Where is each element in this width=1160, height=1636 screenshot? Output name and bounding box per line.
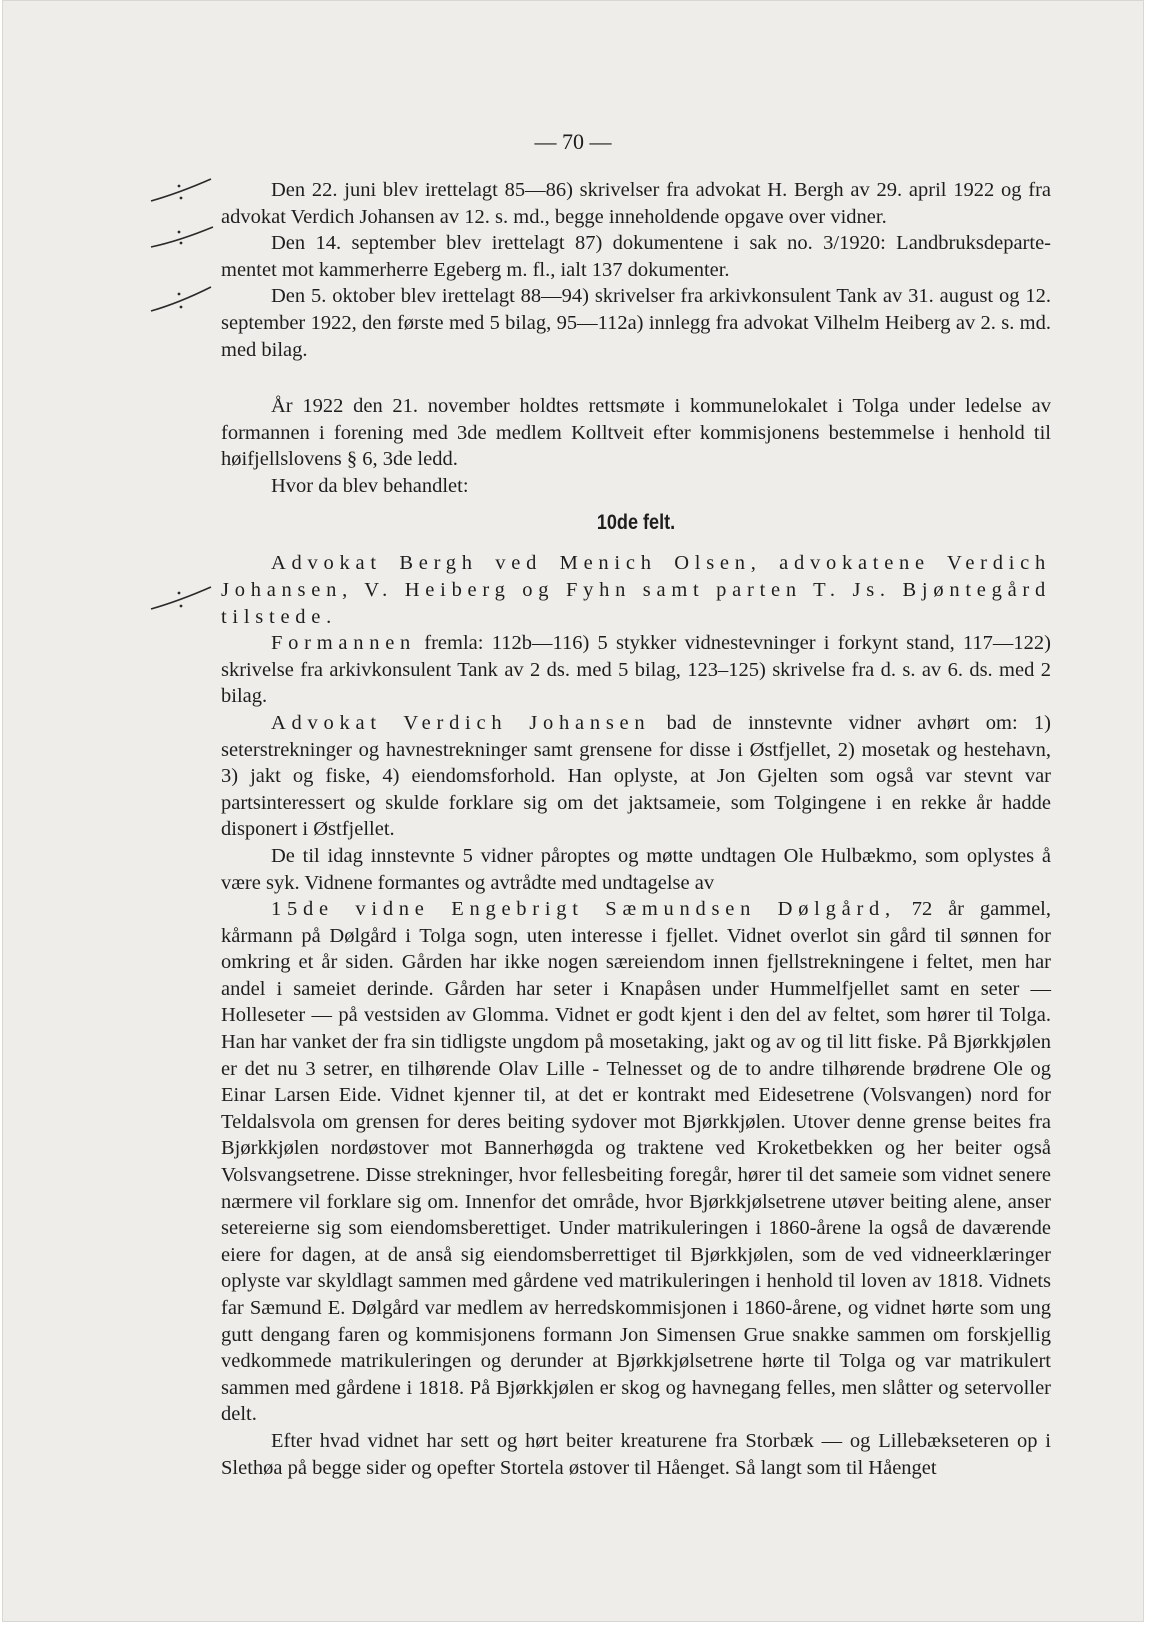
entry-lead-text: Den 22. juni blev irettelagt 85—86) skrivelser fra advokat H. Bergh av 29. april 1922 (271, 179, 995, 201)
final-paragraph: Efter hvad vidnet har sett og hørt beiter kreaturene fra Storbæk — og Lillebækseteren op i Slethøa på begge sider og opefter Stortela østover til Håenget. Så langt som til Håenget (221, 1429, 1051, 1479)
entry-paragraph (221, 177, 1051, 230)
entry-lead-text: Den 5. oktober blev irettelagt 88—94) skrivelser fra arkivkonsulent Tank av 31. august (271, 285, 994, 308)
meeting-minutes (221, 393, 1051, 1481)
page-number: — 70 — (534, 129, 612, 154)
witness-label: 15de vidne Engebrigt Sæmundsen Dølgård, (271, 898, 896, 921)
meeting-paragraph: År 1922 den 21. november holdtes rettsmøte i kommunelokalet i Tolga under ledelse av formannen i forening med 3de medlem Kolltveit efter kommisjonens bestemmelse i henhold til høifjellslovens § 6, 3de ledd. (221, 395, 1051, 471)
checkmark-annotation-icon (149, 581, 219, 621)
verdich-text: bad de innstevnte vidner avhørt om: 1) seterstrekninger og havnestrekninger samt grensene for disse i Østfjellet, 2) mosetak og hestehavn, 3) jakt og fiske, 4) eiendomsforhold. Han oplyste, at Jon Gjelten som også var stevnt var partsinteressert og skulde forklare sig om det jaktsameie, som Tolgingene i en rekke år hadde disponert i Østfjellet. (221, 711, 1052, 841)
entry-rest-text: og fra advokat Verdich Johansen av 12. s. md., begge inneholdende opgave over vidner. (221, 179, 1052, 228)
attendance-text: Advokat Bergh ved Menich Olsen, advokatene Verdich Johansen, V. Heiberg og Fyhn samt parten T. Js. Bjøntegård tilstede. (221, 552, 1051, 628)
entry-paragraph (221, 230, 1051, 283)
formannen-paragraph (221, 630, 1051, 710)
entry-rest-text: og 12. september 1922, den første med 5 bilag, 95—112a) innlegg fra advokat Vilhelm Heiberg av 2. s. md. med bilag. (221, 285, 1052, 361)
entry-lead-text: Den 14. september blev irettelagt 87) dokumentene i sak no. 3/1920: Landbruksdeparte- (271, 232, 1051, 255)
entry-rest-text: mentet mot kammerherre Egeberg m. fl., ialt 137 dokumenter. (221, 258, 730, 281)
verdich-label: Advokat Verdich Johansen (271, 711, 651, 734)
handled-line: Hvor da blev behandlet: (271, 474, 469, 497)
attendance-paragraph (221, 550, 1051, 630)
witness-text: 72 år gammel, kårmann på Dølgård i Tolga sogn, uten interesse i fjellet. Vidnet overlot sin gård til sønnen for omkring et år siden. Gården har ikke nogen særeiendom innen fjellstrekningene i feltet, men har andel i sameiet derinde. Gården har seter i Knapåsen under Hummelfjellet samt en seter — Holleseter — på vestsiden av Glomma. Vidnet er godt kjent i den del av feltet, som hører til Tolga. Han har vanket der fra sin tidligste ungdom på mosetaking, jakt og av og til litt fiske. På Bjørkkjølen er det nu 3 setrer, en tilhørende Olav Lille - Telnesset og de to andre tilhørende brødrene Ole og Einar Larsen Eide. Vidnet kjenner til, at det er kontrakt med Eidesetrene (Volsvangen) nord for Teldalsvola om grensen for deres beiting sydover mot Bjørkkjølen. Utover denne grense beites fra Bjørkkjølen nordøstover mot Bannerhøgda og traktene ved Kroketbekken og her beiter også Volsvangsetrene. Disse strekninger, hvor fellesbeiting foregår, hører til det sameie som vidnet senere nærmere vil forklare sig om. Innenfor det område, hvor Bjørkkjølsetrene utøver beiting alene, anser setereierne sig som eiendomsberettiget. Under matrikuleringen i 1860-årene la også de daværende eiere for dagen, at de anså sig eiendomsberrettiget til Bjørkkjølen, som de ved vidneerklæringer oplyste var skyldlagt sammen med gårdene ved matrikuleringen i henhold til loven av 1818. Vidnets far Sæmund E. Dølgård var medlem av herredskommisjonen i 1860-årene, og vidnet hørte som ung gutt dengang faren og kommisjonens formann Jon Simensen Grue snakke sammen om forskjellig vedkommede matrikuleringen og derunder at Bjørkkjølsetrene hørte til Tolga og var matrikulert sammen med gårdene i 1818. På Bjørkkjølen er skog og havnegang felles, men slåtter og setervoller delt. (221, 898, 1051, 1426)
checkmark-annotation-icon (149, 281, 219, 321)
section-heading: 10de felt. (596, 511, 676, 535)
checkmark-annotation-icon (149, 223, 219, 263)
document-page (2, 0, 1144, 1622)
formannen-label: Formannen (271, 632, 417, 655)
entry-paragraph (221, 283, 1051, 363)
formannen-text: fremla: 112b—116) 5 stykker vidnestevninger i forkynt stand, 117—122) skrivelse fra arkivkonsulent Tank av 2 ds. med 5 bilag, 123–125) skrivelse fra d. s. av 6. ds. med 2 bilag. (221, 632, 1051, 708)
register-entries (221, 177, 1051, 363)
witness-paragraph (221, 896, 1051, 1428)
checkmark-annotation-icon (149, 171, 219, 211)
witnesses-paragraph: De til idag innstevnte 5 vidner påroptes og møtte undtagen Ole Hulbækmo, som oplystes å være syk. Vidnene formantes og avtrådte med undtagelse av (221, 844, 1051, 894)
verdich-paragraph (221, 710, 1051, 843)
